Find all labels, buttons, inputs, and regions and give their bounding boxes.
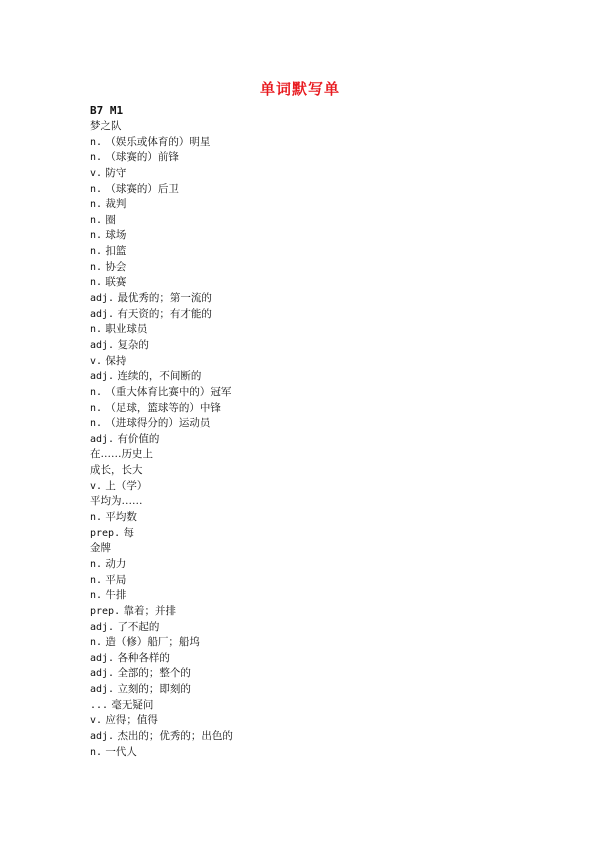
meaning-text: （重大体育比赛中的）冠军 <box>105 385 232 398</box>
meaning-text: 平均为…… <box>90 495 143 508</box>
vocab-entry <box>90 354 233 370</box>
vocab-entry <box>90 213 233 229</box>
vocab-entry <box>90 573 233 589</box>
vocab-entry <box>90 228 233 244</box>
part-of-speech: adj. <box>90 339 115 351</box>
part-of-speech: n. <box>90 152 103 164</box>
meaning-text: 有天资的；有才能的 <box>117 307 212 320</box>
meaning-text: （球赛的）前锋 <box>105 151 179 164</box>
part-of-speech: ... <box>90 699 109 711</box>
part-of-speech: n. <box>90 558 103 570</box>
section-heading: B7 M1 <box>90 104 124 117</box>
meaning-text: （球赛的）后卫 <box>105 182 179 195</box>
part-of-speech: v. <box>90 355 103 367</box>
vocab-entry <box>90 463 233 479</box>
meaning-text: 保持 <box>105 354 127 367</box>
meaning-text: 职业球员 <box>105 323 148 336</box>
vocab-entry <box>90 666 233 682</box>
meaning-text: 最优秀的；第一流的 <box>117 292 212 305</box>
vocab-entry <box>90 635 233 651</box>
meaning-text: 平局 <box>105 573 127 586</box>
vocab-entry <box>90 604 233 620</box>
meaning-text: 裁判 <box>105 198 127 211</box>
vocab-entry <box>90 620 233 636</box>
part-of-speech: n. <box>90 230 103 242</box>
vocab-entry <box>90 338 233 354</box>
part-of-speech: v. <box>90 715 103 727</box>
part-of-speech: prep. <box>90 527 121 539</box>
part-of-speech: n. <box>90 183 103 195</box>
part-of-speech: n. <box>90 418 103 430</box>
meaning-text: 球场 <box>105 229 127 242</box>
part-of-speech: n. <box>90 386 103 398</box>
vocab-entry <box>90 369 233 385</box>
part-of-speech: n. <box>90 277 103 289</box>
meaning-text: 金牌 <box>90 542 111 555</box>
vocab-entry <box>90 713 233 729</box>
meaning-text: 毫无疑问 <box>111 698 154 711</box>
part-of-speech: adj. <box>90 371 115 383</box>
part-of-speech: adj. <box>90 730 115 742</box>
meaning-text: 一代人 <box>105 745 137 758</box>
meaning-text: 全部的；整个的 <box>117 667 191 680</box>
meaning-text: 牛排 <box>105 589 127 602</box>
part-of-speech: adj. <box>90 668 115 680</box>
vocab-entry <box>90 135 233 151</box>
part-of-speech: n. <box>90 136 103 148</box>
meaning-text: 动力 <box>105 557 127 570</box>
meaning-text: 在……历史上 <box>90 448 153 461</box>
meaning-text: 联赛 <box>105 276 127 289</box>
meaning-text: （进球得分的）运动员 <box>105 417 211 430</box>
vocab-entry <box>90 432 233 448</box>
part-of-speech: n. <box>90 637 103 649</box>
vocab-entry <box>90 119 233 135</box>
vocab-entry <box>90 745 233 761</box>
part-of-speech: n. <box>90 246 103 258</box>
vocab-entry <box>90 182 233 198</box>
part-of-speech: v. <box>90 167 103 179</box>
vocab-entry <box>90 166 233 182</box>
vocab-entry <box>90 588 233 604</box>
meaning-text: 有价值的 <box>117 432 160 445</box>
part-of-speech: adj. <box>90 308 115 320</box>
part-of-speech: v. <box>90 480 103 492</box>
part-of-speech: n. <box>90 402 103 414</box>
vocab-entry <box>90 698 233 714</box>
meaning-text: 杰出的；优秀的；出色的 <box>117 729 233 742</box>
meaning-text: 各种各样的 <box>117 651 170 664</box>
vocab-entry <box>90 510 233 526</box>
meaning-text: 每 <box>123 526 134 539</box>
part-of-speech: n. <box>90 590 103 602</box>
meaning-text: 圈 <box>105 213 116 226</box>
part-of-speech: n. <box>90 214 103 226</box>
meaning-text: 成长，长大 <box>90 464 143 477</box>
meaning-text: 应得；值得 <box>105 714 158 727</box>
vocab-entry <box>90 541 233 557</box>
meaning-text: 协会 <box>105 260 127 273</box>
meaning-text: 复杂的 <box>117 338 149 351</box>
part-of-speech: adj. <box>90 433 115 445</box>
part-of-speech: adj. <box>90 684 115 696</box>
part-of-speech: n. <box>90 512 103 524</box>
vocab-entry <box>90 275 233 291</box>
vocab-entry <box>90 385 233 401</box>
vocab-entry <box>90 494 233 510</box>
vocab-entry <box>90 260 233 276</box>
meaning-text: 造（修）船厂；船坞 <box>105 636 200 649</box>
meaning-text: 梦之队 <box>90 120 122 132</box>
meaning-text: 靠着；并排 <box>123 604 176 617</box>
part-of-speech: adj. <box>90 621 115 633</box>
vocab-entry <box>90 291 233 307</box>
vocabulary-list <box>90 119 233 760</box>
part-of-speech: adj. <box>90 293 115 305</box>
meaning-text: （足球，篮球等的）中锋 <box>105 401 221 414</box>
part-of-speech: adj. <box>90 652 115 664</box>
vocab-entry <box>90 150 233 166</box>
meaning-text: 连续的，不间断的 <box>117 370 202 383</box>
meaning-text: 扣篮 <box>105 245 127 258</box>
vocab-entry <box>90 244 233 260</box>
vocab-entry <box>90 401 233 417</box>
part-of-speech: n. <box>90 324 103 336</box>
vocab-entry <box>90 416 233 432</box>
part-of-speech: n. <box>90 746 103 758</box>
vocab-entry <box>90 479 233 495</box>
vocab-entry <box>90 557 233 573</box>
vocab-entry <box>90 682 233 698</box>
meaning-text: 上（学） <box>105 479 148 492</box>
vocab-entry <box>90 322 233 338</box>
meaning-text: 平均数 <box>105 511 137 524</box>
vocab-entry <box>90 729 233 745</box>
meaning-text: （娱乐或体育的）明星 <box>105 135 211 148</box>
vocab-entry <box>90 526 233 542</box>
page-title: 单词默写单 <box>259 80 340 98</box>
meaning-text: 了不起的 <box>117 620 160 633</box>
part-of-speech: n. <box>90 199 103 211</box>
vocab-entry <box>90 307 233 323</box>
part-of-speech: prep. <box>90 605 121 617</box>
meaning-text: 防守 <box>105 166 127 179</box>
vocab-entry <box>90 447 233 463</box>
part-of-speech: n. <box>90 574 103 586</box>
vocab-entry <box>90 651 233 667</box>
meaning-text: 立刻的；即刻的 <box>117 683 191 696</box>
vocab-entry <box>90 197 233 213</box>
part-of-speech: n. <box>90 261 103 273</box>
